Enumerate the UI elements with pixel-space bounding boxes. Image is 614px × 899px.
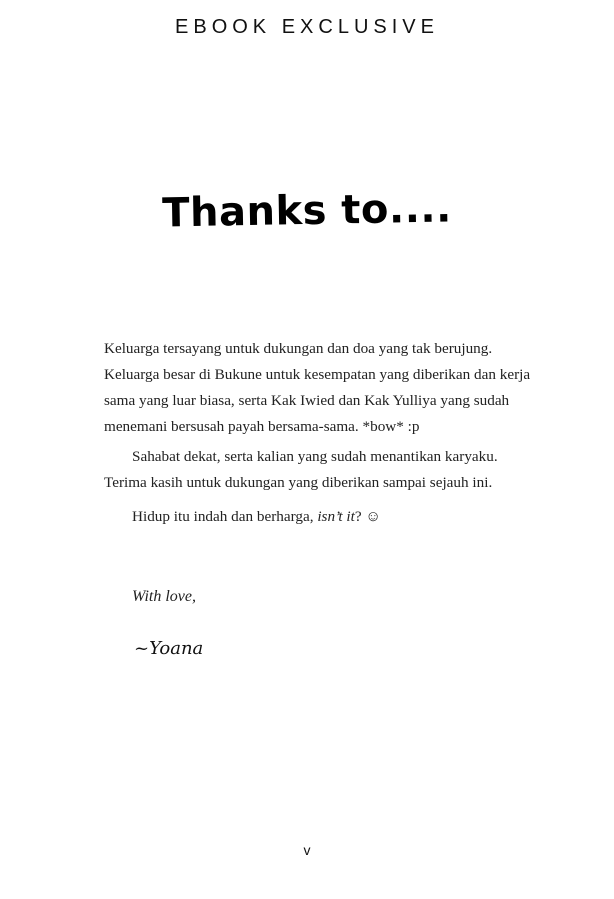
paragraph-life [104, 504, 534, 530]
closing-line: With love, [132, 588, 196, 605]
paragraph-life-end: ? ☺ [354, 508, 381, 525]
signature: ~Yoana [134, 638, 204, 659]
paragraph-life-start: Hidup itu indah dan berharga, [132, 508, 318, 525]
page-number: v [303, 842, 311, 858]
running-header: EBOOK EXCLUSIVE [175, 16, 439, 38]
paragraph-friends: Sahabat dekat, serta kalian yang sudah menantikan karyaku. Terima kasih untuk dukungan yang diberikan sampai sejauh ini. [104, 448, 498, 491]
paragraph-life-emphasis: isn’t it [317, 508, 355, 525]
page-title: Thanks to.... [161, 185, 453, 237]
body-text [104, 336, 534, 530]
paragraph-family: Keluarga tersayang untuk dukungan dan doa yang tak berujung. Keluarga besar di Bukune untuk kesempatan yang diberikan dan kerja sama yang luar biasa, serta Kak Iwied dan Kak Yulliya yang sudah menemani bersusah payah bersama-sama. *bow* :p [104, 340, 531, 435]
